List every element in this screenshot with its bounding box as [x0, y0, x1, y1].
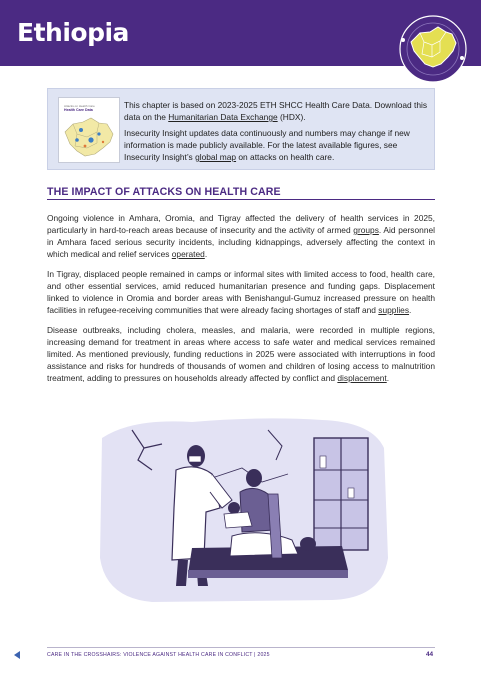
- groups-link[interactable]: groups: [353, 225, 379, 235]
- info-paragraph-1: This chapter is based on 2023-2025 ETH SHCC Health Care Data. Download this data on the Humanitarian Data Exchange (HDX).: [124, 100, 428, 122]
- page-header: [0, 0, 481, 66]
- thumbnail-line2: Health Care Data: [64, 108, 93, 112]
- section-divider: [47, 199, 435, 200]
- hdx-link[interactable]: Humanitarian Data Exchange: [168, 112, 278, 122]
- clinic-scene-illustration: [92, 408, 392, 608]
- report-cover-thumbnail[interactable]: [58, 97, 120, 163]
- info-paragraph-2: Insecurity Insight updates data continuously and numbers may change if new information is made publicly available. For the latest available figures, see Insecurity Insight’s global map on attacks on health care.: [124, 128, 410, 162]
- section-title: THE IMPACT OF ATTACKS ON HEALTH CARE: [47, 186, 281, 198]
- operated-link[interactable]: operated: [171, 249, 205, 259]
- displacement-link[interactable]: displacement: [337, 373, 387, 383]
- ethiopia-map-icon: [396, 12, 470, 86]
- info-box: [47, 88, 435, 170]
- footer-title: CARE IN THE CROSSHAIRS: VIOLENCE AGAINST HEALTH CARE IN CONFLICT | 2025: [47, 652, 270, 658]
- thumbnail-line1: Attacks on Health Care: [64, 104, 95, 108]
- body-paragraph-1: Ongoing violence in Amhara, Oromia, and Tigray affected the delivery of health services in 2025, particularly in hard-to-reach areas because of insecurity and the activity of armed groups. Aid personnel in Amhara faced serious security incidents, including kidnappings, adversely affecting the context in which medical and relief services operated.: [47, 213, 435, 259]
- thumbnail-map-icon: [63, 116, 115, 158]
- footer-divider: [47, 647, 435, 648]
- body-paragraph-2: In Tigray, displaced people remained in camps or informal sites with limited access to food, health care, and other essential services, amid reduced humanitarian presence and funding gaps. Displacement linked to violence in Oromia and border areas with Benishangul-Gumuz increased pressure on health facilities in refugee-receiving communities that were already facing shortages of staff and supplies.: [47, 269, 435, 315]
- page-title: Ethiopia: [17, 18, 129, 47]
- body-paragraph-3: Disease outbreaks, including cholera, measles, and malaria, were recorded in multiple regions, increasing demand for treatment in areas where access to safe water and medical services remained limited. As mentioned previously, funding reductions in 2025 were associated with interruptions in food assistance and risks for hundreds of thousands of women and children of losing access to malnutrition treatment, adding to pressures on households already affected by conflict and displacement.: [47, 325, 435, 383]
- triangle-left-icon[interactable]: [14, 651, 20, 659]
- supplies-link[interactable]: supplies: [378, 305, 410, 315]
- global-map-link[interactable]: global map: [195, 152, 237, 162]
- page-number: 44: [426, 651, 434, 658]
